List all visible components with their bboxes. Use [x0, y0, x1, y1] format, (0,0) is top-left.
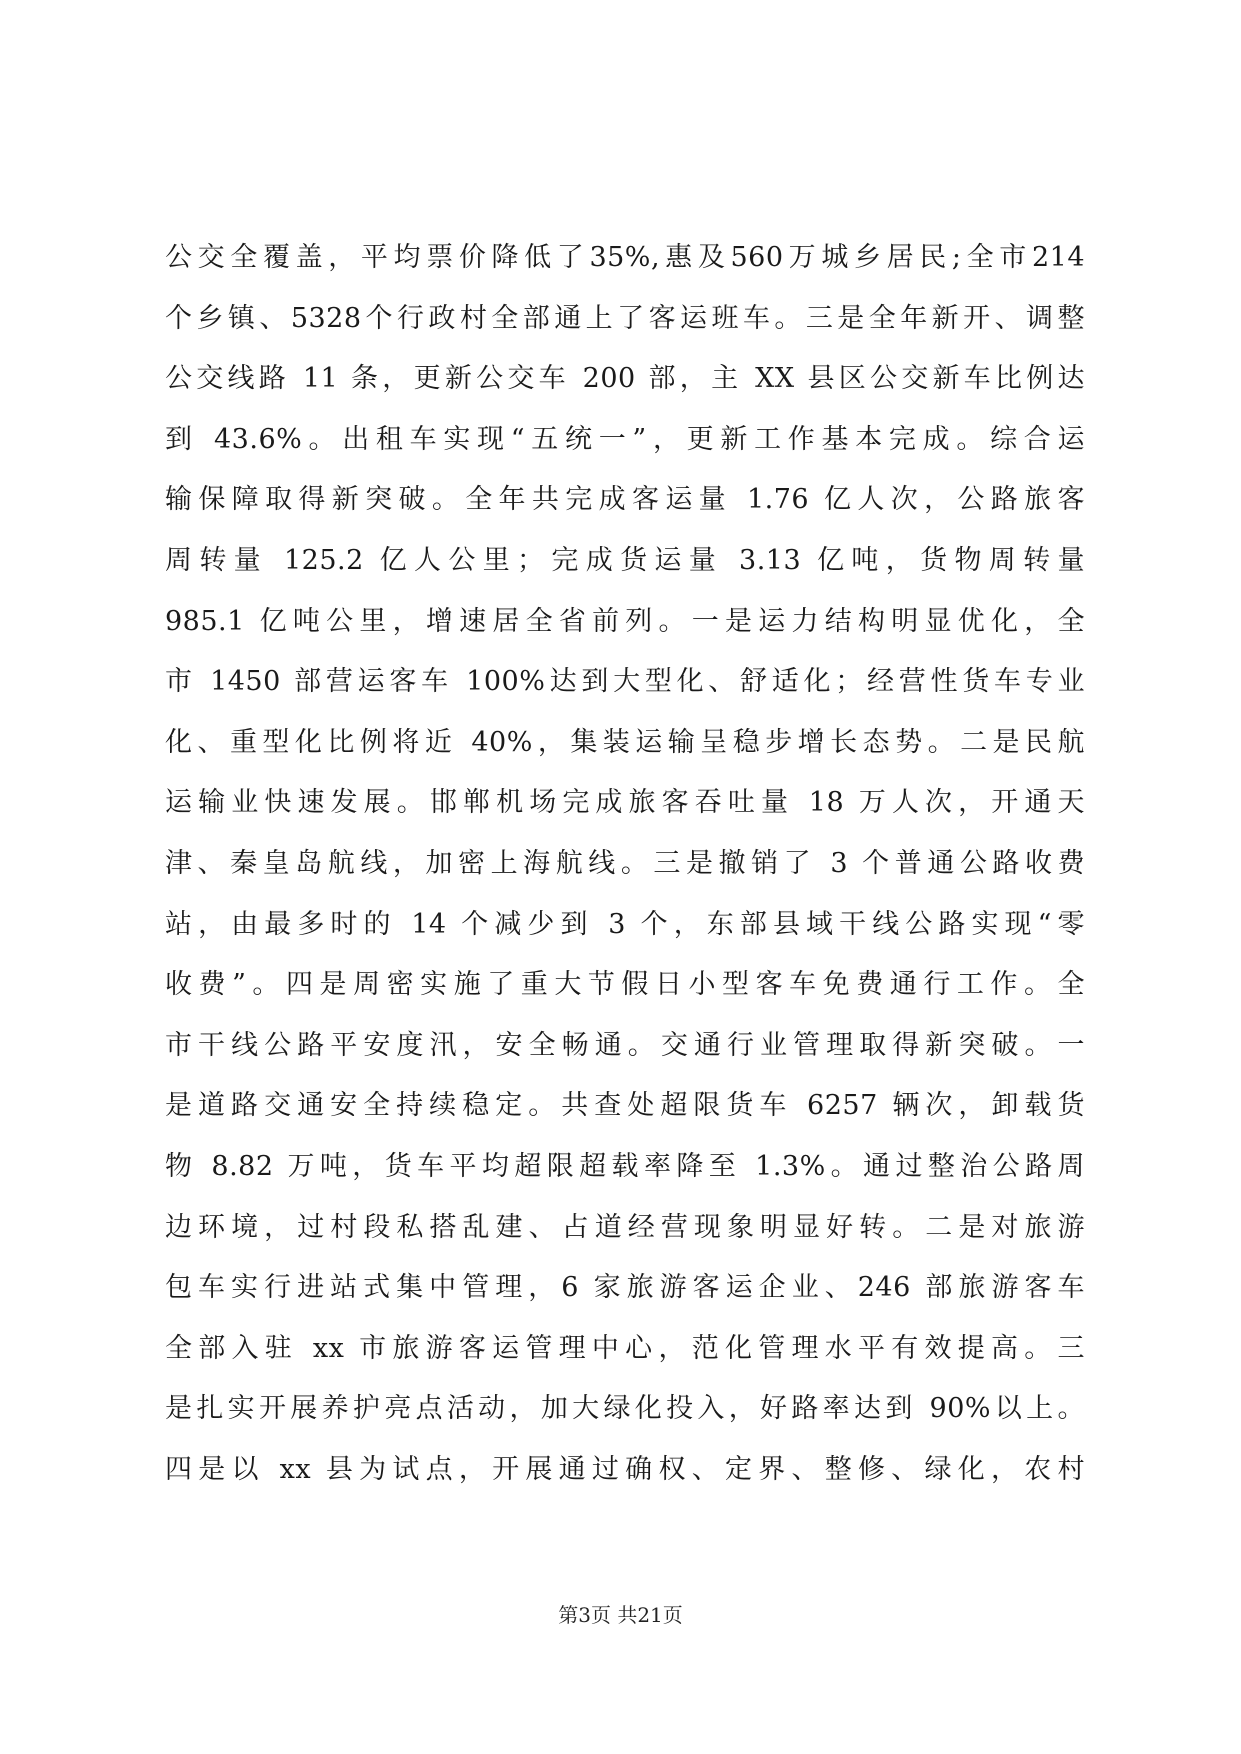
text-line: 津、秦皇岛航线，加密上海航线。三是撤销了 3 个普通公路收费 — [165, 847, 1085, 879]
text-line: 运输业快速发展。邯郸机场完成旅客吞吐量 18 万人次，开通天 — [165, 787, 1085, 819]
text-line: 包车实行进站式集中管理，6 家旅游客运企业、246 部旅游客车 — [165, 1272, 1085, 1304]
body-paragraph — [165, 228, 1085, 1500]
text-line: 是扎实开展养护亮点活动，加大绿化投入，好路率达到 90%以上。 — [165, 1393, 1085, 1425]
text-line: 周转量 125.2 亿人公里；完成货运量 3.13 亿吨，货物周转量 — [165, 544, 1085, 576]
text-line: 全部入驻 xx 市旅游客运管理中心，范化管理水平有效提高。三 — [165, 1332, 1085, 1364]
page-number-footer: 第3页 共21页 — [558, 1603, 683, 1627]
text-line: 市 1450 部营运客车 100%达到大型化、舒适化；经营性货车专业 — [165, 666, 1085, 698]
text-line: 输保障取得新突破。全年共完成客运量 1.76 亿人次，公路旅客 — [165, 484, 1085, 516]
text-line: 到 43.6%。出租车实现“五统一”，更新工作基本完成。综合运 — [165, 423, 1085, 455]
text-line: 985.1 亿吨公里，增速居全省前列。一是运力结构明显优化，全 — [165, 605, 1085, 637]
text-line: 市干线公路平安度汛，安全畅通。交通行业管理取得新突破。一 — [165, 1029, 1085, 1061]
text-line: 公交全覆盖，平均票价降低了35%,惠及560万城乡居民;全市214 — [165, 242, 1085, 273]
text-line: 公交线路 11 条，更新公交车 200 部，主 XX 县区公交新车比例达 — [165, 363, 1085, 395]
text-line: 个乡镇、5328个行政村全部通上了客运班车。三是全年新开、调整 — [165, 302, 1085, 334]
text-line: 是道路交通安全持续稳定。共查处超限货车 6257 辆次，卸载货 — [165, 1090, 1085, 1122]
text-line: 边环境，过村段私搭乱建、占道经营现象明显好转。二是对旅游 — [165, 1211, 1085, 1243]
text-line: 收费”。四是周密实施了重大节假日小型客车免费通行工作。全 — [165, 969, 1085, 1001]
text-line: 站，由最多时的 14 个减少到 3 个，东部县域干线公路实现“零 — [165, 908, 1085, 940]
text-line: 物 8.82 万吨，货车平均超限超载率降至 1.3%。通过整治公路周 — [165, 1150, 1085, 1182]
text-line: 四是以 xx 县为试点，开展通过确权、定界、整修、绿化，农村 — [165, 1453, 1085, 1485]
text-line: 化、重型化比例将近 40%，集装运输呈稳步增长态势。二是民航 — [165, 726, 1085, 758]
